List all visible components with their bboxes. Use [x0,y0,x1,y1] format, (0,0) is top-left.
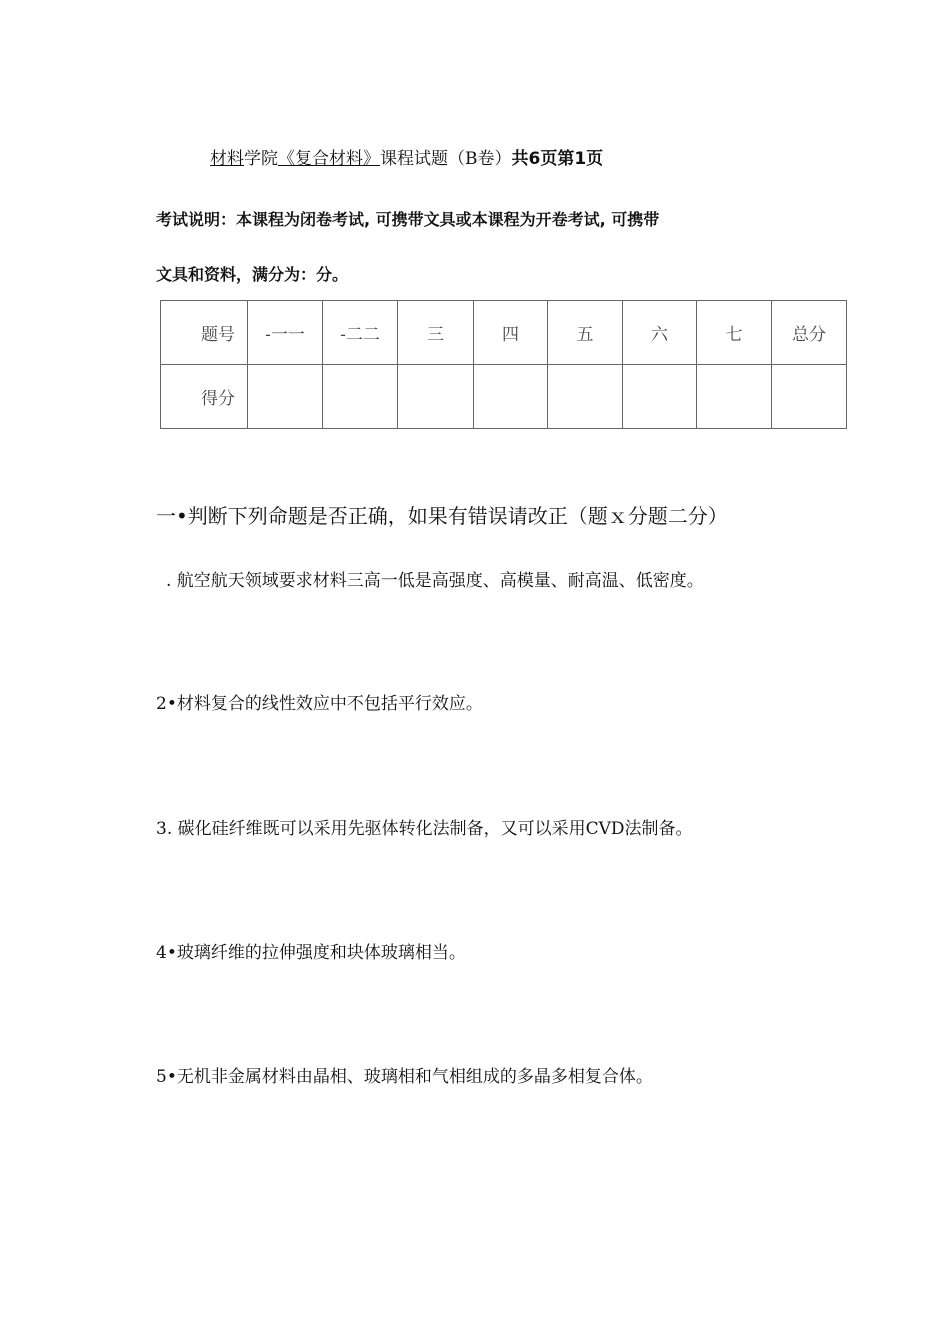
header-cell: 题号 [161,301,248,365]
question-4: 4•玻璃纤维的拉伸强度和块体玻璃相当。 [156,943,466,963]
question-2: 2•材料复合的线性效应中不包括平行效应。 [156,694,483,714]
header-cell: -二二 [323,301,398,365]
college-name: 材料 [210,149,244,169]
question-1: . 航空航天领域要求材料三高一低是高强度、高模量、耐高温、低密度。 [166,571,704,591]
header-cell: 总分 [772,301,847,365]
score-cell[interactable] [623,365,697,429]
exam-instructions-line1: 考试说明：本课程为闭卷考试, 可携带文具或本课程为开卷考试, 可携带 [156,210,660,229]
exam-header [210,144,603,169]
header-cell: -一一 [248,301,323,365]
college-suffix: 学院 [244,149,278,169]
score-row-label: 得分 [161,365,248,429]
section-title: 一•判断下列命题是否正确，如果有错误请改正（题ｘ分题二分） [156,504,728,528]
question-number-row [161,301,847,365]
score-cell[interactable] [474,365,548,429]
header-cell: 三 [398,301,474,365]
score-cell[interactable] [772,365,847,429]
header-cell: 六 [623,301,697,365]
header-cell: 七 [697,301,772,365]
exam-instructions-line2: 文具和资料，满分为：分。 [156,265,349,284]
course-name: 《复合材料》 [278,149,380,169]
header-cell: 四 [474,301,548,365]
question-5: 5•无机非金属材料由晶相、玻璃相和气相组成的多晶多相复合体。 [156,1067,653,1087]
score-cell[interactable] [548,365,623,429]
score-table [160,300,847,429]
header-cell: 五 [548,301,623,365]
page-count: 共6页第1页 [511,149,604,169]
question-3: 3. 碳化硅纤维既可以采用先驱体转化法制备，又可以采用CVD法制备。 [156,819,693,839]
score-cell[interactable] [398,365,474,429]
score-cell[interactable] [697,365,772,429]
exam-title: 课程试题（B卷） [380,149,512,169]
score-cell[interactable] [248,365,323,429]
score-row [161,365,847,429]
score-cell[interactable] [323,365,398,429]
